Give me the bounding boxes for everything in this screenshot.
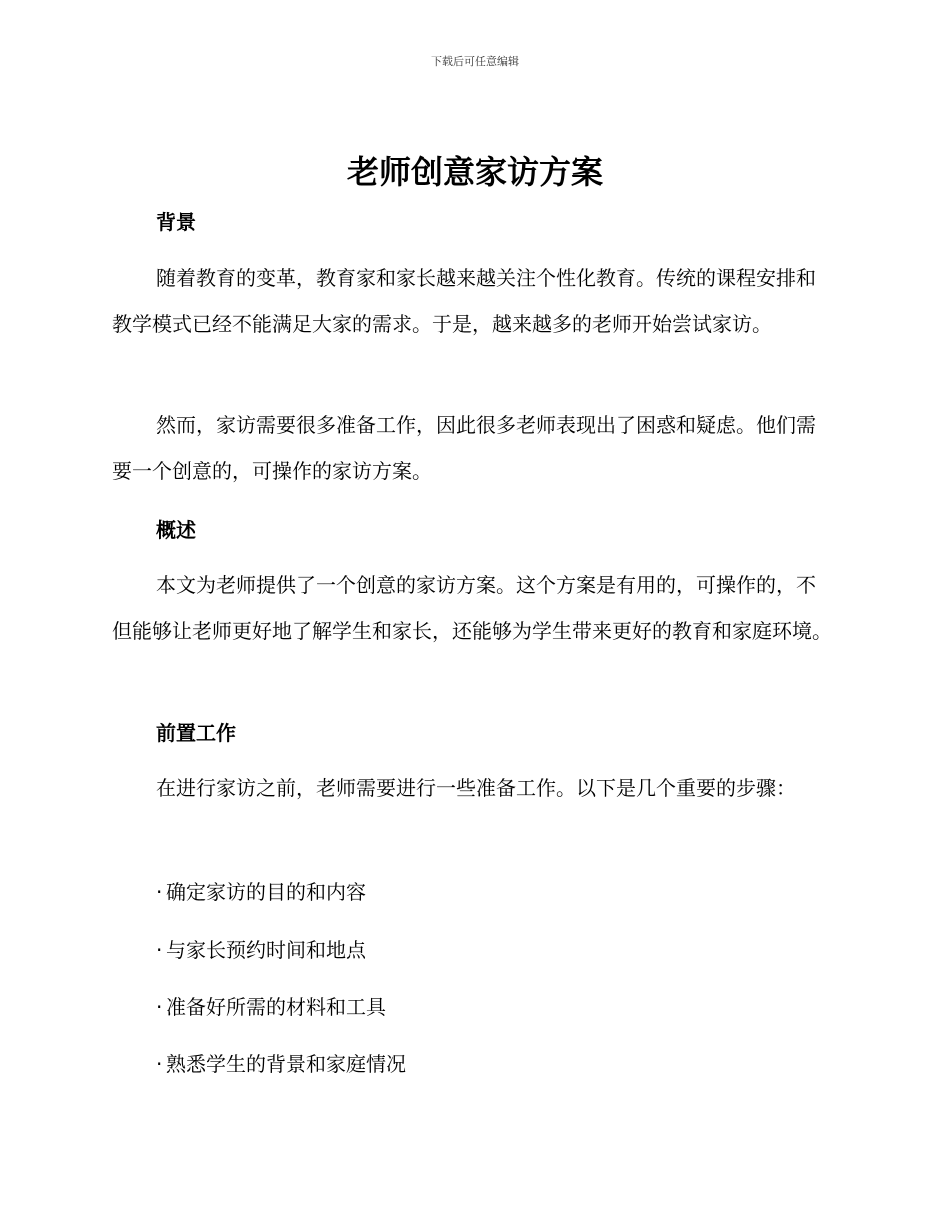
- list-item: [156, 936, 836, 964]
- list-item: [156, 1050, 836, 1078]
- section-heading-overview: 概述: [156, 518, 196, 542]
- page-header-note: 下载后可任意编辑: [431, 55, 519, 68]
- paragraph-background-2: 然而，家访需要很多准备工作，因此很多老师表现出了困惑和疑虑。他们需要一个创意的，可操作的家访方案。: [112, 413, 816, 483]
- paragraph-overview-1: 本文为老师提供了一个创意的家访方案。这个方案是有用的，可操作的，不但能够让老师更好地了解学生和家长，还能够为学生带来更好的教育和家庭环境。: [112, 573, 832, 643]
- bullet-dot-icon: ·: [156, 880, 163, 904]
- document-title: 老师创意家访方案: [346, 153, 603, 191]
- list-item-text: 准备好所需的材料和工具: [166, 995, 386, 1019]
- list-item: [156, 993, 836, 1021]
- list-item: [156, 878, 836, 906]
- list-item-text: 熟悉学生的背景和家庭情况: [166, 1052, 406, 1076]
- section-heading-preparation: 前置工作: [156, 721, 236, 745]
- list-item-text: 确定家访的目的和内容: [166, 880, 366, 904]
- list-item-text: 与家长预约时间和地点: [166, 938, 366, 962]
- bullet-dot-icon: ·: [156, 1052, 163, 1076]
- bullet-dot-icon: ·: [156, 938, 163, 962]
- paragraph-background-1: 随着教育的变革，教育家和家长越来越关注个性化教育。传统的课程安排和教学模式已经不能满足大家的需求。于是，越来越多的老师开始尝试家访。: [112, 266, 816, 336]
- paragraph-preparation-1: 在进行家访之前，老师需要进行一些准备工作。以下是几个重要的步骤：: [156, 776, 796, 800]
- bullet-dot-icon: ·: [156, 995, 163, 1019]
- section-heading-background: 背景: [156, 210, 196, 234]
